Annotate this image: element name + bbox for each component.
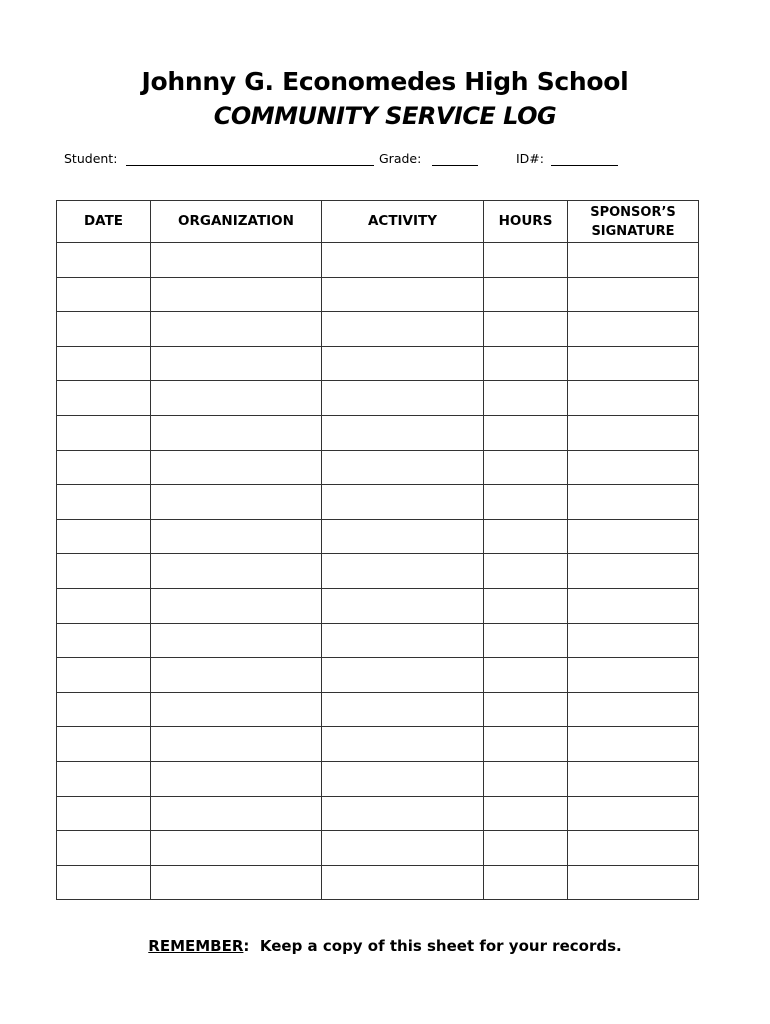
table-row	[57, 796, 699, 831]
signature-cell[interactable]	[568, 485, 699, 520]
activity-cell[interactable]	[322, 623, 484, 658]
activity-cell[interactable]	[322, 277, 484, 312]
signature-cell[interactable]	[568, 865, 699, 900]
hours-cell[interactable]	[484, 554, 568, 589]
table-row	[57, 485, 699, 520]
table-row	[57, 692, 699, 727]
signature-cell[interactable]	[568, 623, 699, 658]
column-header-organization: ORGANIZATION	[151, 201, 322, 243]
hours-cell[interactable]	[484, 623, 568, 658]
date-cell[interactable]	[57, 485, 151, 520]
activity-cell[interactable]	[322, 243, 484, 278]
organization-cell[interactable]	[151, 761, 322, 796]
grade-line[interactable]	[432, 165, 478, 166]
signature-cell[interactable]	[568, 761, 699, 796]
organization-cell[interactable]	[151, 623, 322, 658]
activity-cell[interactable]	[322, 588, 484, 623]
date-cell[interactable]	[57, 727, 151, 762]
reminder-text: Keep a copy of this sheet for your records.	[249, 937, 622, 955]
activity-cell[interactable]	[322, 761, 484, 796]
table-row	[57, 450, 699, 485]
date-cell[interactable]	[57, 415, 151, 450]
reminder-note	[0, 936, 770, 956]
organization-cell[interactable]	[151, 485, 322, 520]
organization-cell[interactable]	[151, 658, 322, 693]
signature-cell[interactable]	[568, 554, 699, 589]
date-cell[interactable]	[57, 588, 151, 623]
table-body	[57, 243, 699, 900]
date-cell[interactable]	[57, 450, 151, 485]
activity-cell[interactable]	[322, 554, 484, 589]
table-row	[57, 588, 699, 623]
student-label: Student:	[64, 151, 118, 166]
organization-cell[interactable]	[151, 727, 322, 762]
signature-cell[interactable]	[568, 727, 699, 762]
id-label: ID#:	[516, 151, 544, 166]
signature-cell[interactable]	[568, 588, 699, 623]
table-row	[57, 623, 699, 658]
date-cell[interactable]	[57, 277, 151, 312]
table-row	[57, 519, 699, 554]
date-cell[interactable]	[57, 243, 151, 278]
activity-cell[interactable]	[322, 658, 484, 693]
date-cell[interactable]	[57, 381, 151, 416]
organization-cell[interactable]	[151, 415, 322, 450]
signature-cell[interactable]	[568, 519, 699, 554]
organization-cell[interactable]	[151, 554, 322, 589]
hours-cell[interactable]	[484, 415, 568, 450]
signature-cell[interactable]	[568, 831, 699, 866]
organization-cell[interactable]	[151, 692, 322, 727]
signature-cell[interactable]	[568, 450, 699, 485]
hours-cell[interactable]	[484, 312, 568, 347]
date-cell[interactable]	[57, 623, 151, 658]
organization-cell[interactable]	[151, 588, 322, 623]
table-row	[57, 415, 699, 450]
hours-cell[interactable]	[484, 727, 568, 762]
column-header-date: DATE	[57, 201, 151, 243]
signature-cell[interactable]	[568, 243, 699, 278]
hours-cell[interactable]	[484, 485, 568, 520]
hours-cell[interactable]	[484, 658, 568, 693]
column-header-activity: ACTIVITY	[322, 201, 484, 243]
activity-cell[interactable]	[322, 485, 484, 520]
date-cell[interactable]	[57, 865, 151, 900]
table-row	[57, 312, 699, 347]
activity-cell[interactable]	[322, 796, 484, 831]
activity-cell[interactable]	[322, 415, 484, 450]
signature-cell[interactable]	[568, 796, 699, 831]
table-row	[57, 346, 699, 381]
organization-cell[interactable]	[151, 346, 322, 381]
signature-cell[interactable]	[568, 312, 699, 347]
date-cell[interactable]	[57, 519, 151, 554]
hours-cell[interactable]	[484, 450, 568, 485]
organization-cell[interactable]	[151, 450, 322, 485]
table-row	[57, 277, 699, 312]
service-log-table	[56, 200, 699, 900]
date-cell[interactable]	[57, 346, 151, 381]
signature-cell[interactable]	[568, 277, 699, 312]
table-row	[57, 831, 699, 866]
signature-cell[interactable]	[568, 381, 699, 416]
organization-cell[interactable]	[151, 796, 322, 831]
hours-cell[interactable]	[484, 588, 568, 623]
table-row	[57, 381, 699, 416]
date-cell[interactable]	[57, 796, 151, 831]
activity-cell[interactable]	[322, 831, 484, 866]
activity-cell[interactable]	[322, 381, 484, 416]
hours-cell[interactable]	[484, 277, 568, 312]
hours-cell[interactable]	[484, 761, 568, 796]
table-row	[57, 658, 699, 693]
grade-label: Grade:	[379, 151, 422, 166]
signature-cell[interactable]	[568, 658, 699, 693]
reminder-label: REMEMBER	[148, 937, 244, 955]
table-row	[57, 727, 699, 762]
signature-cell[interactable]	[568, 692, 699, 727]
activity-cell[interactable]	[322, 692, 484, 727]
table-row	[57, 761, 699, 796]
school-name: Johnny G. Economedes High School	[141, 67, 629, 96]
student-name-line[interactable]	[126, 165, 374, 166]
activity-cell[interactable]	[322, 519, 484, 554]
date-cell[interactable]	[57, 312, 151, 347]
hours-cell[interactable]	[484, 692, 568, 727]
organization-cell[interactable]	[151, 312, 322, 347]
signature-cell[interactable]	[568, 346, 699, 381]
hours-cell[interactable]	[484, 519, 568, 554]
signature-cell[interactable]	[568, 415, 699, 450]
reminder-colon: :	[243, 937, 250, 955]
date-cell[interactable]	[57, 554, 151, 589]
hours-cell[interactable]	[484, 865, 568, 900]
organization-cell[interactable]	[151, 381, 322, 416]
activity-cell[interactable]	[322, 865, 484, 900]
table-row	[57, 554, 699, 589]
date-cell[interactable]	[57, 761, 151, 796]
hours-cell[interactable]	[484, 243, 568, 278]
hours-cell[interactable]	[484, 381, 568, 416]
organization-cell[interactable]	[151, 243, 322, 278]
hours-cell[interactable]	[484, 796, 568, 831]
date-cell[interactable]	[57, 692, 151, 727]
form-title: COMMUNITY SERVICE LOG	[213, 102, 557, 130]
date-cell[interactable]	[57, 831, 151, 866]
activity-cell[interactable]	[322, 450, 484, 485]
table-row	[57, 243, 699, 278]
organization-cell[interactable]	[151, 519, 322, 554]
column-header-hours: HOURS	[484, 201, 568, 243]
organization-cell[interactable]	[151, 831, 322, 866]
id-line[interactable]	[551, 165, 618, 166]
table-header-row	[57, 201, 699, 243]
column-header-sponsor-signature: SPONSOR’S SIGNATURE	[568, 201, 699, 243]
date-cell[interactable]	[57, 658, 151, 693]
activity-cell[interactable]	[322, 312, 484, 347]
table-row	[57, 865, 699, 900]
organization-cell[interactable]	[151, 865, 322, 900]
activity-cell[interactable]	[322, 727, 484, 762]
activity-cell[interactable]	[322, 346, 484, 381]
organization-cell[interactable]	[151, 277, 322, 312]
hours-cell[interactable]	[484, 346, 568, 381]
hours-cell[interactable]	[484, 831, 568, 866]
